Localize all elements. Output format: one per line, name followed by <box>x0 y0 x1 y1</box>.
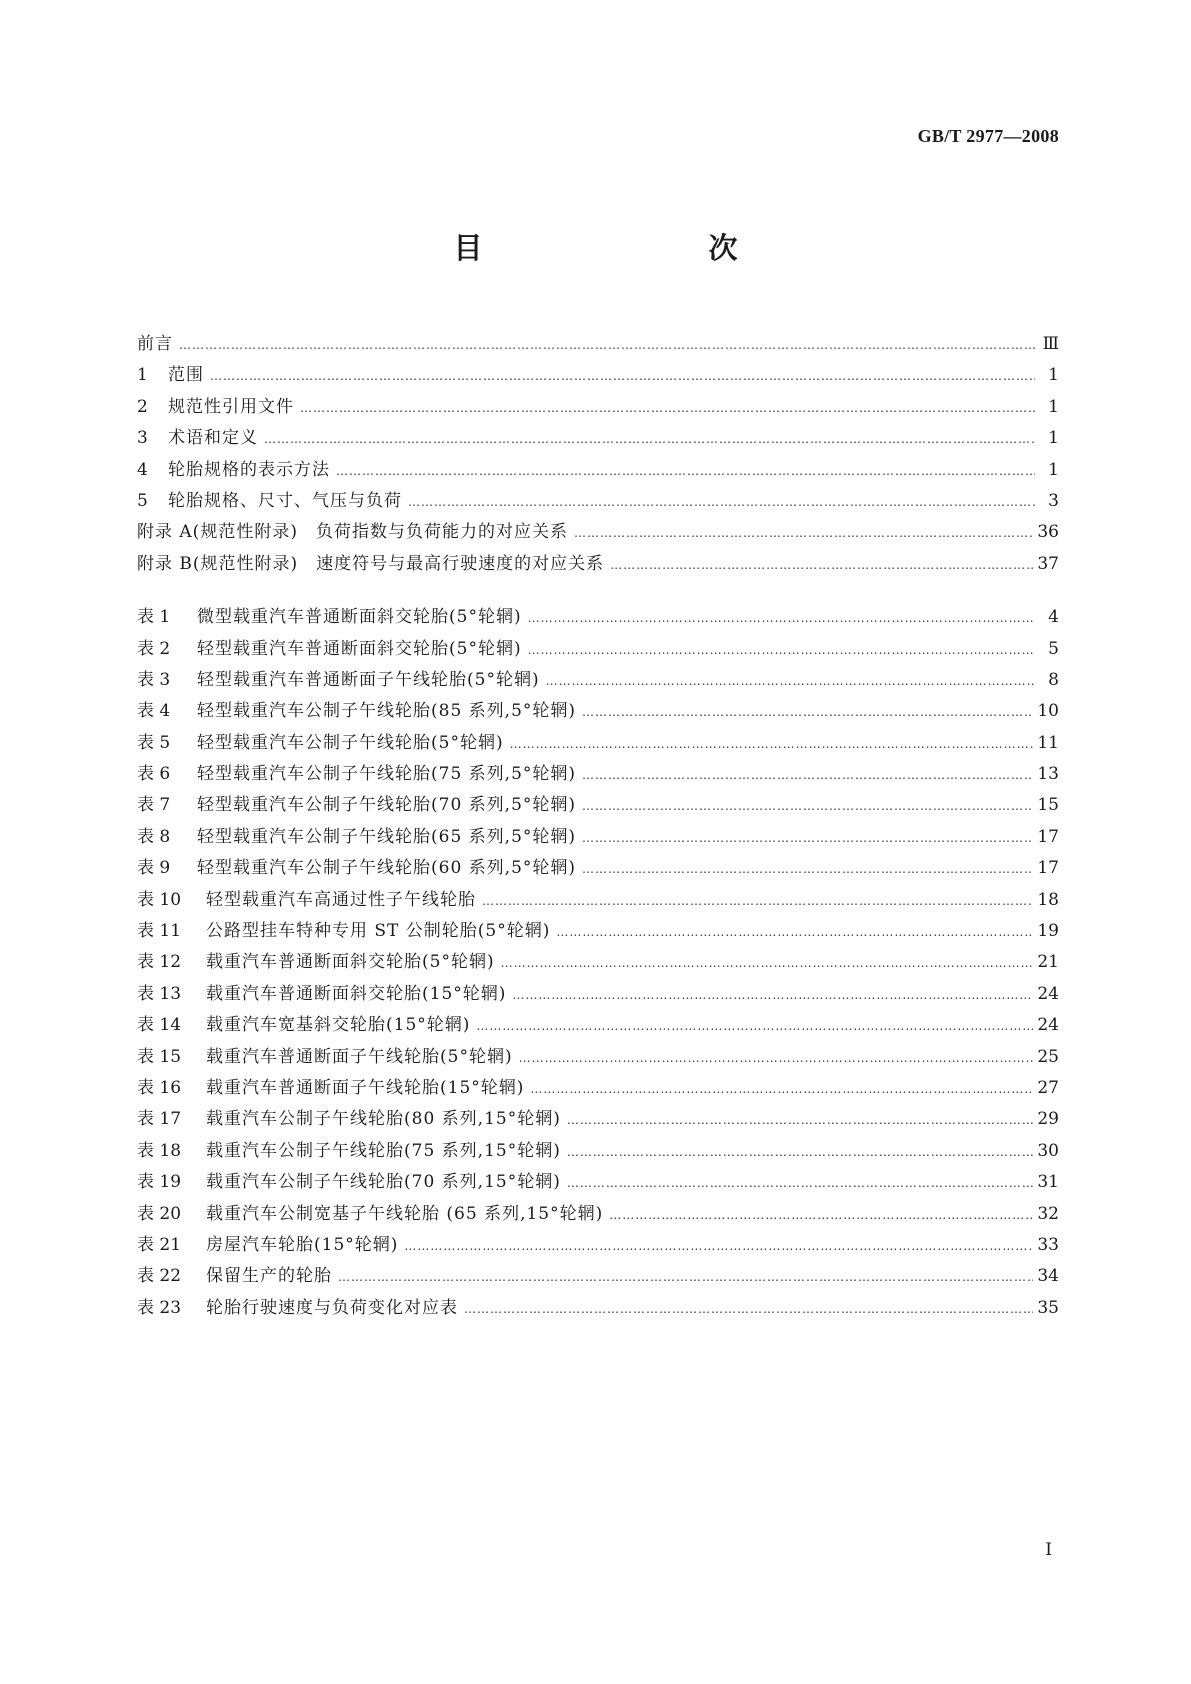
dot-leader <box>582 705 1033 719</box>
toc-entry-label: 轻型载重汽车公制子午线轮胎(70 系列,5°轮辋) <box>197 795 577 816</box>
dot-leader <box>519 1051 1034 1065</box>
toc-entry-label: 轻型载重汽车公制子午线轮胎(75 系列,5°轮辋) <box>197 764 577 785</box>
toc-entry-label: 载重汽车普通断面子午线轮胎(15°轮辋) <box>206 1077 525 1098</box>
toc-entry-table-6[interactable] <box>137 759 1059 790</box>
toc-entry-number: 4 <box>137 459 148 480</box>
toc-entry-page: 17 <box>1037 858 1059 879</box>
toc-entry-label: 轮胎行驶速度与负荷变化对应表 <box>206 1297 458 1318</box>
toc-entry-label: 轻型载重汽车高通过性子午线轮胎 <box>206 889 476 910</box>
toc-entry-number: 表 5 <box>137 732 171 753</box>
toc-entry-page: 29 <box>1037 1109 1059 1130</box>
dot-leader <box>528 611 1035 625</box>
toc-entry-label: 附录 A(规范性附录) 负荷指数与负荷能力的对应关系 <box>137 522 568 543</box>
toc-entry-page: Ⅲ <box>1042 334 1059 354</box>
dot-leader <box>210 369 1035 383</box>
dot-leader <box>476 1019 1033 1033</box>
dot-leader <box>338 1270 1033 1284</box>
toc-entry-page: 24 <box>1037 1015 1059 1036</box>
toc-entry-page: 4 <box>1048 607 1059 628</box>
dot-leader <box>336 464 1035 478</box>
toc-entry-label: 保留生产的轮胎 <box>206 1266 332 1287</box>
dot-leader <box>179 338 1035 352</box>
dot-leader <box>567 1176 1034 1190</box>
footer-page-number: I <box>1045 1540 1052 1560</box>
toc-entry-table-21[interactable] <box>137 1230 1059 1261</box>
toc-entry-table-3[interactable] <box>137 665 1059 696</box>
toc-entry-page: 30 <box>1037 1140 1059 1161</box>
toc-entry-number: 表 18 <box>137 1140 182 1161</box>
dot-leader <box>510 737 1034 751</box>
toc-entry-annex-b[interactable] <box>137 549 1059 580</box>
toc-entry-number: 表 19 <box>137 1172 182 1193</box>
toc-entry-page: 1 <box>1048 459 1059 480</box>
toc-entry-section-5[interactable] <box>137 486 1059 517</box>
toc-entry-number: 2 <box>137 396 148 417</box>
toc-entry-table-19[interactable] <box>137 1167 1059 1198</box>
toc-entry-foreword[interactable] <box>137 329 1059 360</box>
toc-entry-label: 载重汽车普通断面子午线轮胎(5°轮辋) <box>206 1046 513 1067</box>
toc-entry-label: 轻型载重汽车公制子午线轮胎(5°轮辋) <box>197 732 504 753</box>
dot-leader <box>582 768 1033 782</box>
dot-leader <box>300 401 1035 415</box>
dot-leader <box>464 1302 1033 1316</box>
toc-entry-page: 1 <box>1048 365 1059 386</box>
toc-entry-number: 表 14 <box>137 1015 182 1036</box>
dot-leader <box>567 1145 1034 1159</box>
standard-code: GB/T 2977—2008 <box>917 126 1059 146</box>
toc-entry-number: 表 15 <box>137 1046 182 1067</box>
toc-entry-number: 表 8 <box>137 826 171 847</box>
toc-entry-number: 表 23 <box>137 1297 182 1318</box>
toc-entry-page: 13 <box>1037 764 1059 785</box>
toc-entry-table-15[interactable] <box>137 1042 1059 1073</box>
toc-entry-label: 载重汽车宽基斜交轮胎(15°轮辋) <box>206 1015 471 1036</box>
toc-entry-table-16[interactable] <box>137 1073 1059 1104</box>
toc-entry-label: 轻型载重汽车普通断面子午线轮胎(5°轮辋) <box>197 669 540 690</box>
toc-entry-page: 1 <box>1048 396 1059 417</box>
toc-entry-number: 表 7 <box>137 795 171 816</box>
toc-entry-section-1[interactable] <box>137 360 1059 391</box>
toc-entry-label: 载重汽车公制子午线轮胎(75 系列,15°轮辋) <box>206 1140 561 1161</box>
toc-entry-page: 5 <box>1048 638 1059 659</box>
toc-entry-number: 表 17 <box>137 1109 182 1130</box>
toc-entry-section-3[interactable] <box>137 423 1059 454</box>
toc-entry-label: 轻型载重汽车公制子午线轮胎(85 系列,5°轮辋) <box>197 701 577 722</box>
page-title: 目 次 <box>453 231 794 265</box>
toc-entry-table-23[interactable] <box>137 1293 1059 1324</box>
dot-leader <box>408 495 1035 509</box>
toc-entry-label: 轮胎规格、尺寸、气压与负荷 <box>168 490 402 511</box>
dot-leader <box>528 643 1035 657</box>
toc-entry-table-10[interactable] <box>137 885 1059 916</box>
toc-entry-number: 1 <box>137 365 148 386</box>
dot-leader <box>530 1082 1033 1096</box>
toc-entry-number: 表 13 <box>137 983 182 1004</box>
toc-entry-label: 载重汽车公制子午线轮胎(80 系列,15°轮辋) <box>206 1109 561 1130</box>
dot-leader <box>501 956 1034 970</box>
toc-entry-number: 表 2 <box>137 638 171 659</box>
toc-entry-page: 17 <box>1037 826 1059 847</box>
toc-entry-table-20[interactable] <box>137 1199 1059 1230</box>
toc-entry-table-5[interactable] <box>137 728 1059 759</box>
table-of-contents <box>137 329 1059 1324</box>
toc-entry-number: 5 <box>137 490 148 511</box>
toc-entry-number: 表 20 <box>137 1203 182 1224</box>
dot-leader <box>546 674 1035 688</box>
toc-entry-annex-a[interactable] <box>137 517 1059 548</box>
toc-entry-number: 表 21 <box>137 1234 182 1255</box>
toc-entry-table-14[interactable] <box>137 1010 1059 1041</box>
toc-entry-page: 3 <box>1048 490 1059 511</box>
toc-entry-number: 表 6 <box>137 764 171 785</box>
toc-entry-label: 前言 <box>137 334 173 354</box>
toc-entry-page: 15 <box>1037 795 1059 816</box>
toc-entry-page: 36 <box>1037 522 1059 543</box>
toc-entry-label: 轻型载重汽车普通断面斜交轮胎(5°轮辋) <box>197 638 522 659</box>
toc-entry-table-7[interactable] <box>137 790 1059 821</box>
toc-entry-table-2[interactable] <box>137 634 1059 665</box>
toc-entry-page: 32 <box>1037 1203 1059 1224</box>
toc-entry-label: 公路型挂车特种专用 ST 公制轮胎(5°轮辋) <box>206 921 551 942</box>
toc-entry-page: 18 <box>1037 889 1059 910</box>
toc-entry-page: 31 <box>1037 1172 1059 1193</box>
dot-leader <box>556 925 1033 939</box>
toc-entry-label: 轻型载重汽车公制子午线轮胎(65 系列,5°轮辋) <box>197 826 577 847</box>
toc-entry-label: 术语和定义 <box>168 428 258 449</box>
dot-leader <box>264 432 1035 446</box>
toc-entry-table-17[interactable] <box>137 1104 1059 1135</box>
toc-entry-label: 范围 <box>168 365 204 386</box>
toc-entry-label: 附录 B(规范性附录) 速度符号与最高行驶速度的对应关系 <box>137 553 605 574</box>
toc-entry-table-13[interactable] <box>137 979 1059 1010</box>
toc-entry-page: 33 <box>1037 1234 1059 1255</box>
toc-entry-label: 轮胎规格的表示方法 <box>168 459 330 480</box>
dot-leader <box>582 799 1033 813</box>
toc-entry-table-18[interactable] <box>137 1136 1059 1167</box>
dot-leader <box>610 558 1033 572</box>
toc-entry-number: 表 16 <box>137 1077 182 1098</box>
toc-entry-page: 25 <box>1037 1046 1059 1067</box>
toc-entry-number: 表 22 <box>137 1266 182 1287</box>
toc-entry-label: 微型载重汽车普通断面斜交轮胎(5°轮辋) <box>197 607 522 628</box>
toc-entry-table-1[interactable] <box>137 602 1059 633</box>
toc-entry-label: 载重汽车普通断面斜交轮胎(15°轮辋) <box>206 983 507 1004</box>
toc-entry-page: 34 <box>1037 1266 1059 1287</box>
toc-entry-number: 表 3 <box>137 669 171 690</box>
toc-entry-page: 37 <box>1037 553 1059 574</box>
toc-entry-number: 表 9 <box>137 858 171 879</box>
toc-entry-number: 3 <box>137 428 148 449</box>
toc-entry-page: 8 <box>1048 669 1059 690</box>
toc-entry-page: 19 <box>1037 921 1059 942</box>
toc-entry-label: 载重汽车公制宽基子午线轮胎 (65 系列,15°轮辋) <box>206 1203 604 1224</box>
toc-entry-label: 载重汽车普通断面斜交轮胎(5°轮辋) <box>206 952 495 973</box>
dot-leader <box>582 862 1033 876</box>
toc-entry-number: 表 1 <box>137 607 171 628</box>
toc-entry-label: 轻型载重汽车公制子午线轮胎(60 系列,5°轮辋) <box>197 858 577 879</box>
toc-entry-number: 表 10 <box>137 889 182 910</box>
toc-entry-section-2[interactable] <box>137 392 1059 423</box>
toc-entry-page: 11 <box>1037 732 1059 753</box>
toc-entry-table-4[interactable] <box>137 696 1059 727</box>
dot-leader <box>567 1113 1034 1127</box>
toc-entry-table-22[interactable] <box>137 1261 1059 1292</box>
dot-leader <box>582 831 1033 845</box>
toc-entry-number: 表 12 <box>137 952 182 973</box>
toc-entry-section-4[interactable] <box>137 455 1059 486</box>
toc-entry-page: 27 <box>1037 1077 1059 1098</box>
dot-leader <box>512 988 1033 1002</box>
toc-entry-table-12[interactable] <box>137 947 1059 978</box>
dot-leader <box>404 1239 1033 1253</box>
toc-entry-table-11[interactable] <box>137 916 1059 947</box>
toc-entry-label: 房屋汽车轮胎(15°轮辋) <box>206 1234 399 1255</box>
toc-entry-label: 载重汽车公制子午线轮胎(70 系列,15°轮辋) <box>206 1172 561 1193</box>
toc-entry-page: 10 <box>1037 701 1059 722</box>
toc-entry-number: 表 11 <box>137 921 182 942</box>
toc-entry-number: 表 4 <box>137 701 171 722</box>
dot-leader <box>574 526 1033 540</box>
dot-leader <box>482 894 1033 908</box>
toc-entry-page: 35 <box>1037 1297 1059 1318</box>
toc-entry-table-8[interactable] <box>137 822 1059 853</box>
dot-leader <box>609 1208 1033 1222</box>
toc-entry-page: 1 <box>1048 428 1059 449</box>
toc-entry-page: 21 <box>1037 952 1059 973</box>
toc-entry-label: 规范性引用文件 <box>168 396 294 417</box>
toc-entry-table-9[interactable] <box>137 853 1059 884</box>
toc-entry-page: 24 <box>1037 983 1059 1004</box>
